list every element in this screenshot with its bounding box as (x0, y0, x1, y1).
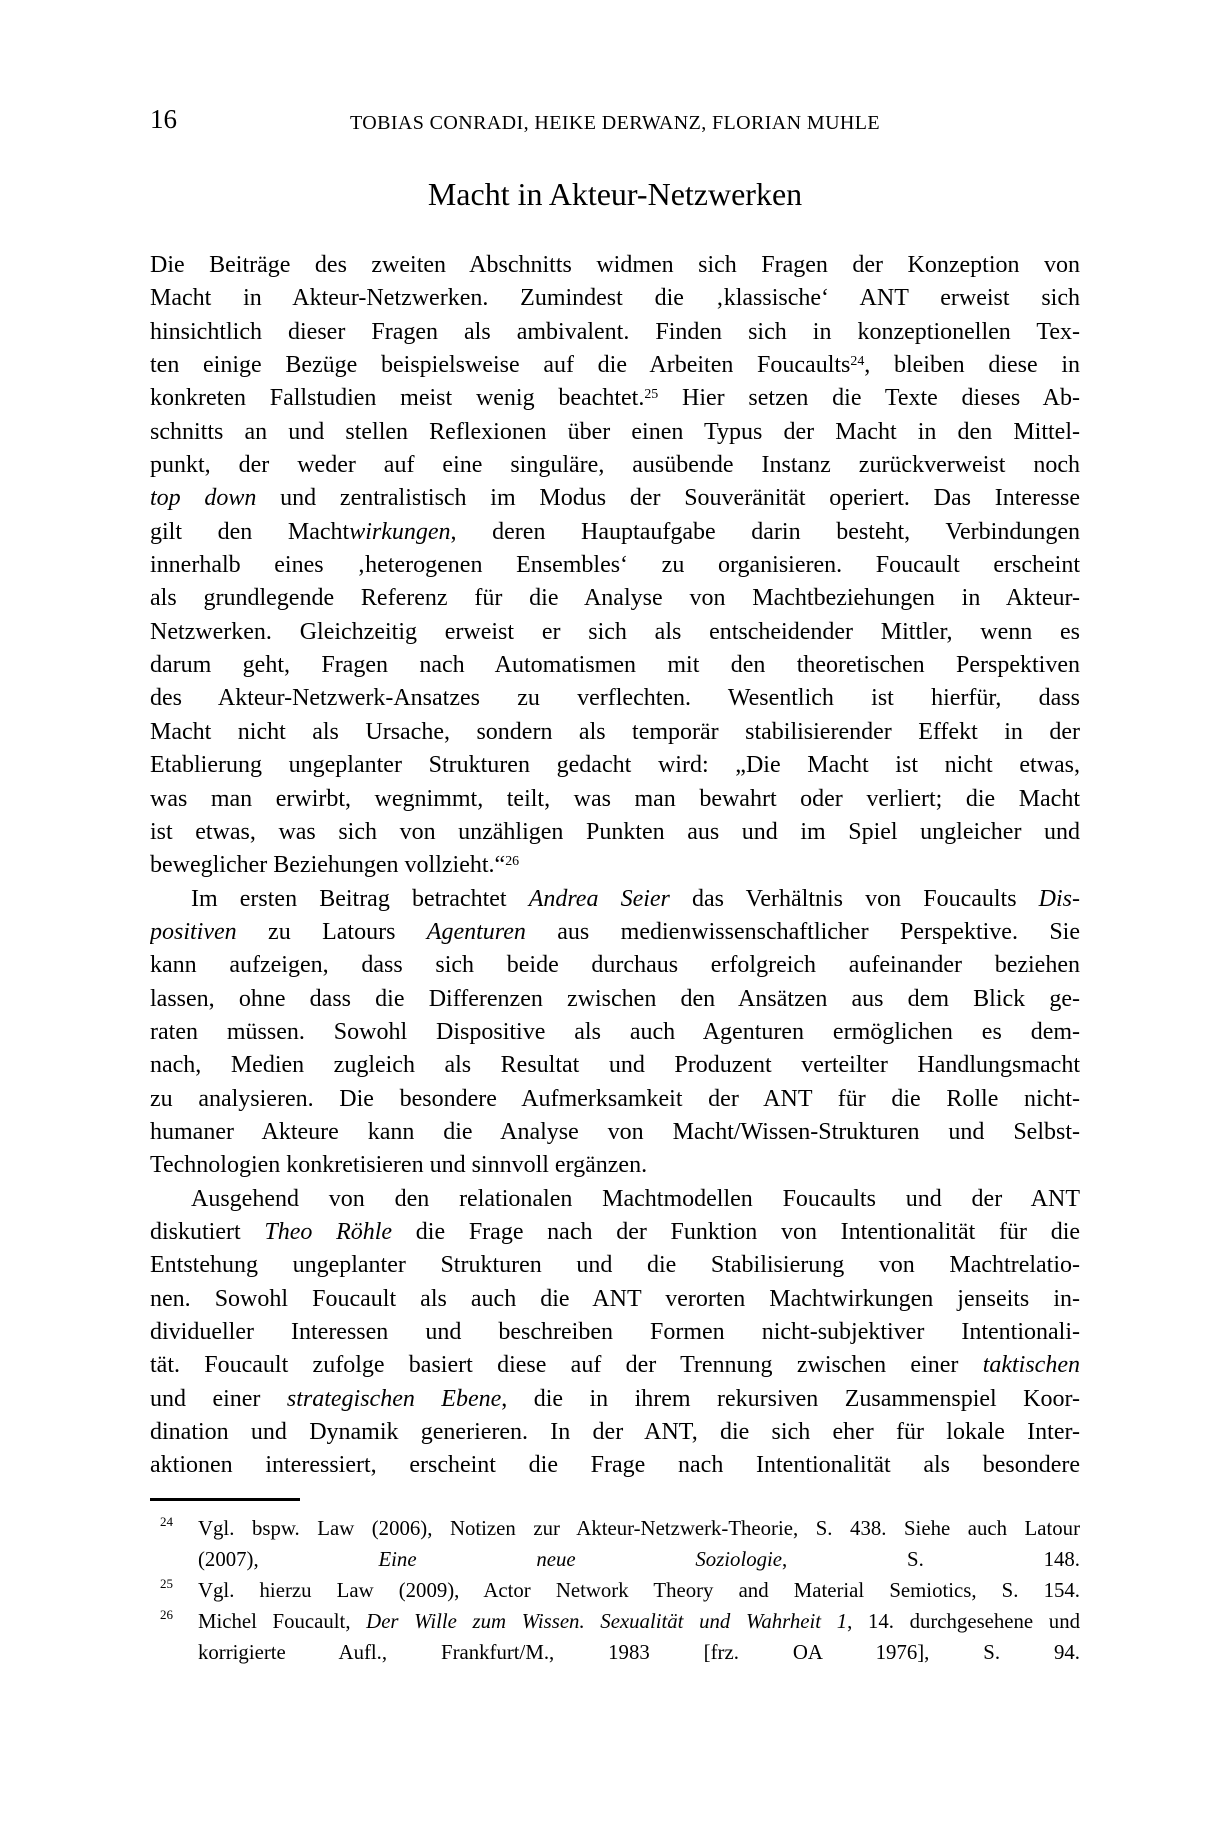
text-line (150, 649, 1080, 682)
text-segment: strategischen Ebene (286, 1385, 502, 1412)
text-segment: und zentralistisch im Modus der Souveränität operiert. Das Interesse (256, 485, 1080, 512)
text-line (150, 316, 1080, 349)
section-title: Macht in Akteur-Netzwerken (427, 176, 803, 212)
text-segment: Vgl. hierzu Law (2009), Actor Network Theory and Material Semiotics, S. 154. (198, 1579, 1080, 1602)
text-segment: des Akteur-Netzwerk-Ansatzes zu verflechten. Wesentlich ist hierfür, dass (150, 685, 1080, 712)
text-line (150, 1383, 1080, 1416)
text-segment: Theo Röhle (264, 1218, 393, 1245)
text-segment: , 14. durchgesehene und (847, 1610, 1080, 1633)
text-segment: lassen, ohne dass die Differenzen zwischen den Ansätzen aus dem Blick ge- (150, 985, 1080, 1012)
footnote-line (198, 1637, 1080, 1668)
footnote-line (198, 1606, 1080, 1637)
footnote-line (198, 1544, 1080, 1575)
text-segment: raten müssen. Sowohl Dispositive als auch Agenturen ermöglichen es dem- (150, 1018, 1080, 1045)
text-segment: punkt, der weder auf eine singuläre, ausübende Instanz zurückverweist noch (150, 452, 1080, 479)
text-segment: , S. 148. (782, 1548, 1080, 1571)
text-segment: nen. Sowohl Foucault als auch die ANT verorten Machtwirkungen jenseits in- (150, 1285, 1080, 1312)
footnote-reference: 26 (505, 853, 520, 869)
text-line (150, 482, 1080, 515)
text-segment: die Frage nach der Funktion von Intentionalität für die (392, 1218, 1080, 1245)
text-segment: Agenturen (426, 918, 526, 945)
footnote-line (198, 1575, 1080, 1606)
text-line (150, 1083, 1080, 1116)
text-segment: ist etwas, was sich von unzähligen Punkten aus und im Spiel ungleicher und (150, 818, 1080, 845)
text-line (150, 816, 1080, 849)
text-segment: Hier setzen die Texte dieses Ab- (658, 385, 1080, 412)
text-segment: dination und Dynamik generieren. In der ANT, die sich eher für lokale Inter- (150, 1419, 1080, 1446)
text-segment: zu analysieren. Die besondere Aufmerksamkeit der ANT für die Rolle nicht- (150, 1085, 1080, 1112)
text-segment: konkreten Fallstudien meist wenig beachtet. (150, 385, 645, 412)
footnotes-block (150, 1513, 1080, 1668)
text-segment: , bleiben diese in (864, 352, 1080, 379)
text-segment: was man erwirbt, wegnimmt, teilt, was man bewahrt oder verliert; die Macht (150, 785, 1080, 812)
text-segment: ten einige Bezüge beispielsweise auf die Arbeiten Foucaults (150, 352, 851, 379)
text-line (150, 916, 1080, 949)
text-line (150, 783, 1080, 816)
text-segment: aus medienwissenschaftlicher Perspektive. Sie (525, 918, 1080, 945)
text-segment: top down (150, 485, 257, 512)
text-segment: diskutiert (150, 1218, 265, 1245)
footnote (150, 1575, 1080, 1606)
text-segment: Der Wille zum Wissen. Sexualität und Wahrheit 1 (366, 1610, 848, 1633)
text-segment: , die in ihrem rekursiven Zusammenspiel Koor- (501, 1385, 1080, 1412)
text-line (150, 1416, 1080, 1449)
text-line (150, 1049, 1080, 1082)
body-text (150, 249, 1080, 1483)
text-segment: aktionen interessiert, erscheint die Frage nach Intentionalität als besondere (150, 1452, 1080, 1479)
text-segment: nach, Medien zugleich als Resultat und Produzent verteilter Handlungsmacht (150, 1052, 1080, 1079)
text-line (150, 416, 1080, 449)
text-segment: als grundlegende Referenz für die Analyse von Machtbeziehungen in Akteur- (150, 585, 1080, 612)
text-line (150, 1016, 1080, 1049)
text-line (150, 516, 1080, 549)
text-line (150, 1349, 1080, 1382)
text-line (150, 1283, 1080, 1316)
text-segment: (2007), (198, 1548, 379, 1571)
footnote-reference: 25 (644, 387, 659, 403)
text-segment: schnitts an und stellen Reflexionen über einen Typus der Macht in den Mittel- (150, 418, 1080, 445)
text-segment: Andrea Seier (528, 885, 670, 912)
text-segment: Technologien konkretisieren und sinnvoll ergänzen. (150, 1152, 648, 1179)
text-line (150, 1316, 1080, 1349)
footnote (150, 1513, 1080, 1575)
text-segment: beweglicher Beziehungen vollzieht.“ (150, 852, 506, 879)
text-line (150, 749, 1080, 782)
text-segment: gilt den Macht (150, 518, 350, 545)
text-line (150, 1249, 1080, 1282)
text-segment: Ausgehend von den relationalen Machtmodellen Foucaults und der ANT (191, 1185, 1080, 1212)
text-line (150, 582, 1080, 615)
footnote-line (198, 1513, 1080, 1544)
text-line (150, 716, 1080, 749)
text-line (150, 849, 1080, 882)
text-segment: korrigierte Aufl., Frankfurt/M., 1983 [frz. OA 1976], S. 94. (198, 1641, 1080, 1664)
text-segment: Vgl. bspw. Law (2006), Notizen zur Akteur-Netzwerk-Theorie, S. 438. Siehe auch Latour (198, 1517, 1080, 1540)
text-line (150, 1116, 1080, 1149)
text-segment: Im ersten Beitrag betrachtet (191, 885, 529, 912)
text-line (150, 616, 1080, 649)
footnote-marker: 25 (160, 1576, 173, 1591)
text-segment: Dis- (1038, 885, 1080, 912)
text-segment: zu Latours (236, 918, 427, 945)
page-number: 16 (150, 104, 177, 134)
text-line (150, 349, 1080, 382)
text-segment: Die Beiträge des zweiten Abschnitts widmen sich Fragen der Konzeption von (150, 252, 1080, 278)
footnote-separator-rule (150, 1498, 300, 1501)
text-line (150, 449, 1080, 482)
text-line (150, 382, 1080, 415)
footnote-reference: 24 (850, 353, 865, 369)
footnote-marker: 26 (160, 1607, 173, 1622)
text-segment: Macht nicht als Ursache, sondern als temporär stabilisierender Effekt in der (150, 718, 1080, 745)
text-line (150, 549, 1080, 582)
text-segment: und einer (150, 1385, 287, 1412)
text-line (150, 883, 1080, 916)
text-line (150, 1183, 1080, 1216)
text-line (150, 949, 1080, 982)
text-segment: Entstehung ungeplanter Strukturen und die Stabilisierung von Machtrelatio- (150, 1252, 1080, 1279)
text-segment: wirkungen (349, 518, 451, 545)
text-segment: Michel Foucault, (198, 1610, 367, 1633)
text-segment: dividueller Interessen und beschreiben Formen nicht-subjektiver Intentionali- (150, 1319, 1080, 1345)
text-line (150, 1449, 1080, 1482)
text-segment: darum geht, Fragen nach Automatismen mit den theoretischen Perspektiven (150, 652, 1080, 679)
text-segment: tät. Foucault zufolge basiert diese auf der Trennung zwischen einer (150, 1352, 983, 1379)
text-segment: Netzwerken. Gleichzeitig erweist er sich als entscheidender Mittler, wenn es (150, 618, 1080, 645)
footnote-marker: 24 (160, 1514, 173, 1529)
text-segment: positiven (150, 918, 237, 945)
text-segment: innerhalb eines ‚heterogenen Ensembles‘ zu organisieren. Foucault erscheint (150, 552, 1080, 579)
text-line (150, 1149, 1080, 1182)
text-line (150, 682, 1080, 715)
text-segment: , deren Hauptaufgabe darin besteht, Verbindungen (450, 518, 1080, 545)
text-segment: kann aufzeigen, dass sich beide durchaus erfolgreich aufeinander beziehen (150, 952, 1080, 979)
text-segment: Etablierung ungeplanter Strukturen gedacht wird: „Die Macht ist nicht etwas, (150, 752, 1080, 779)
text-segment: hinsichtlich dieser Fragen als ambivalent. Finden sich in konzeptionellen Tex- (150, 318, 1080, 345)
text-segment: taktischen (982, 1352, 1080, 1379)
text-line (150, 282, 1080, 315)
text-segment: Eine neue Soziologie (378, 1548, 783, 1571)
text-segment: humaner Akteure kann die Analyse von Macht/Wissen-Strukturen und Selbst- (150, 1118, 1080, 1145)
text-line (150, 249, 1080, 282)
text-line (150, 983, 1080, 1016)
running-header-authors: TOBIAS CONRADI, HEIKE DERWANZ, FLORIAN MUHLE (350, 112, 880, 134)
footnote (150, 1606, 1080, 1668)
text-line (150, 1216, 1080, 1249)
text-segment: das Verhältnis von Foucaults (669, 885, 1039, 912)
text-segment: Macht in Akteur-Netzwerken. Zumindest die ‚klassische‘ ANT erweist sich (150, 285, 1080, 312)
